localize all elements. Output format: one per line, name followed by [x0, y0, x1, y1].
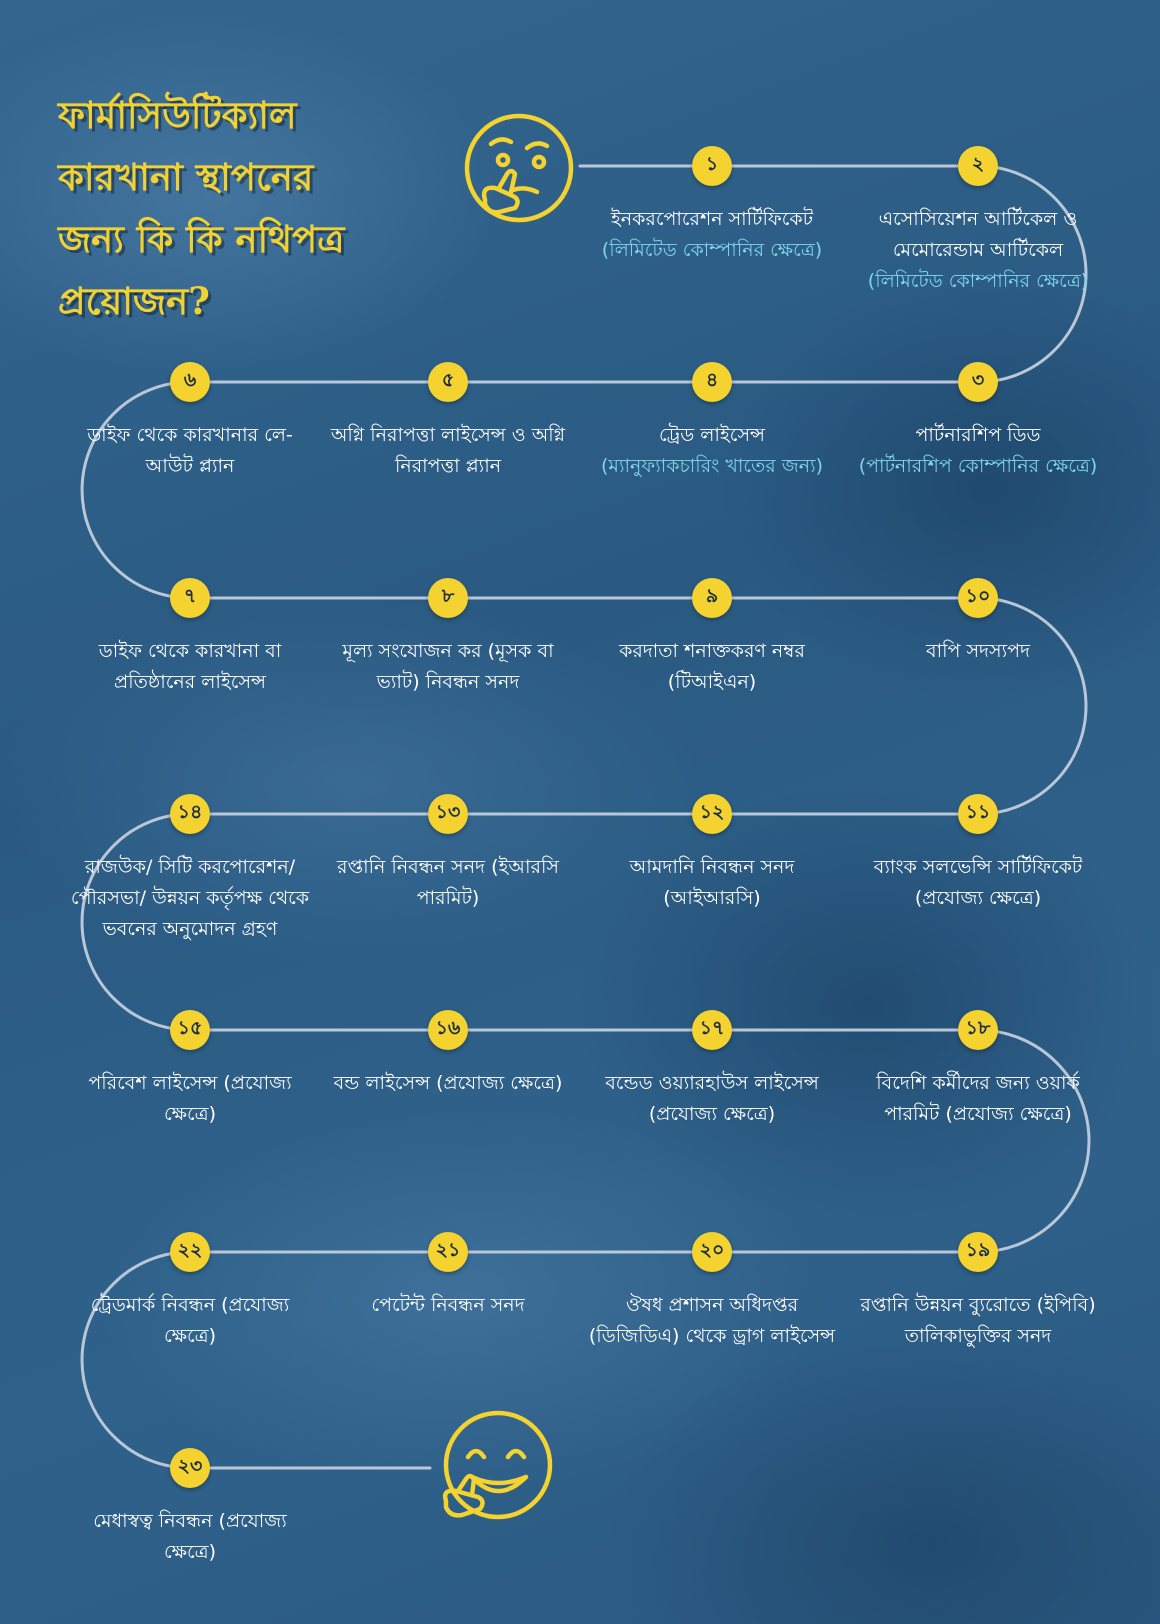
step-number-badge: ১৫	[170, 1010, 210, 1050]
step-number-badge: ১৯	[958, 1232, 998, 1272]
step-number-badge: ২৩	[170, 1448, 210, 1488]
step-label	[853, 636, 1103, 667]
step-label	[65, 420, 315, 482]
step-number-badge: ১৮	[958, 1010, 998, 1050]
step-text: করদাতা শনাক্তকরণ নম্বর (টিআইএন)	[619, 640, 805, 693]
step-number-badge: ১০	[958, 578, 998, 618]
step-text: ব্যাংক সলভেন্সি সার্টিফিকেট (প্রযোজ্য ক্ষেত্রে)	[873, 856, 1083, 909]
step-text: বাপি সদস্যপদ	[926, 640, 1030, 662]
step-text: ডাইফ থেকে কারখানা বা প্রতিষ্ঠানের লাইসেন্স	[98, 640, 282, 693]
step-number-badge: ১৭	[692, 1010, 732, 1050]
step-label	[587, 420, 837, 482]
step-text: ঔষধ প্রশাসন অধিদপ্তর (ডিজিডিএ) থেকে ড্রাগ লাইসেন্স	[588, 1294, 836, 1347]
step-text: মূল্য সংযোজন কর (মূসক বা ভ্যাট) নিবন্ধন সনদ	[342, 640, 554, 693]
step-number-badge: ৩	[958, 362, 998, 402]
step-label	[587, 1290, 837, 1352]
step-text: বন্ড লাইসেন্স (প্রযোজ্য ক্ষেত্রে)	[333, 1072, 563, 1094]
step-label	[587, 1068, 837, 1130]
step-label	[65, 1290, 315, 1352]
happy-thinking-face-icon	[428, 1405, 568, 1535]
step-label	[853, 852, 1103, 914]
step-text: বন্ডেড ওয়্যারহাউস লাইসেন্স (প্রযোজ্য ক্ষেত্রে)	[605, 1072, 819, 1125]
step-label	[853, 204, 1103, 297]
step-number-badge: ২২	[170, 1232, 210, 1272]
step-note: (লিমিটেড কোম্পানির ক্ষেত্রে)	[867, 270, 1089, 292]
step-note: (ম্যানুফ্যাকচারিং খাতের জন্য)	[600, 455, 824, 477]
title-line: ফার্মাসিউটিক্যাল	[58, 93, 297, 137]
step-text: এসোসিয়েশন আর্টিকেল ও মেমোরেন্ডাম আর্টিকেল	[878, 208, 1078, 261]
step-label	[323, 1290, 573, 1321]
step-text: রপ্তানি উন্নয়ন ব্যুরোতে (ইপিবি) তালিকাভুক্তির সনদ	[860, 1294, 1096, 1347]
step-label	[853, 1068, 1103, 1130]
step-note: (লিমিটেড কোম্পানির ক্ষেত্রে)	[601, 239, 823, 261]
step-label	[323, 420, 573, 482]
step-number-badge: ৯	[692, 578, 732, 618]
step-text: মেধাস্বত্ব নিবন্ধন (প্রযোজ্য ক্ষেত্রে)	[93, 1510, 287, 1563]
step-text: রাজউক/ সিটি করপোরেশন/পৌরসভা/ উন্নয়ন কর্তৃপক্ষ থেকে ভবনের অনুমোদন গ্রহণ	[70, 856, 310, 940]
step-number-badge: ১৬	[428, 1010, 468, 1050]
step-note: (পার্টনারশিপ কোম্পানির ক্ষেত্রে)	[858, 455, 1098, 477]
page-title	[58, 84, 458, 332]
step-text: পেটেন্ট নিবন্ধন সনদ	[371, 1294, 525, 1316]
step-text: ডাইফ থেকে কারখানার লে-আউট প্ল্যান	[87, 424, 293, 477]
step-number-badge: ৬	[170, 362, 210, 402]
step-number-badge: ২০	[692, 1232, 732, 1272]
step-text: অগ্নি নিরাপত্তা লাইসেন্স ও অগ্নি নিরাপত্তা প্ল্যান	[330, 424, 566, 477]
title-line: কারখানা স্থাপনের	[58, 155, 314, 199]
step-number-badge: ২১	[428, 1232, 468, 1272]
step-text: বিদেশি কর্মীদের জন্য ওয়ার্ক পারমিট (প্রযোজ্য ক্ষেত্রে)	[876, 1072, 1080, 1125]
step-number-badge: ৪	[692, 362, 732, 402]
step-number-badge: ১	[692, 146, 732, 186]
step-label	[587, 636, 837, 698]
step-label	[587, 852, 837, 914]
step-label	[323, 852, 573, 914]
step-number-badge: ১৩	[428, 794, 468, 834]
step-text: আমদানি নিবন্ধন সনদ (আইআরসি)	[629, 856, 795, 909]
step-number-badge: ১১	[958, 794, 998, 834]
step-text: ট্রেড লাইসেন্স	[659, 424, 765, 446]
step-label	[323, 1068, 573, 1099]
step-number-badge: ৭	[170, 578, 210, 618]
step-label	[853, 1290, 1103, 1352]
step-number-badge: ১৪	[170, 794, 210, 834]
step-label	[853, 420, 1103, 482]
step-text: রপ্তানি নিবন্ধন সনদ (ইআরসি পারমিট)	[337, 856, 559, 909]
step-label	[587, 204, 837, 266]
step-number-badge: ১২	[692, 794, 732, 834]
step-text: পার্টনারশিপ ডিড	[915, 424, 1041, 446]
step-number-badge: ৫	[428, 362, 468, 402]
thinking-face-icon	[455, 108, 585, 238]
step-label	[65, 852, 315, 945]
step-label	[65, 1068, 315, 1130]
step-label	[65, 636, 315, 698]
step-text: পরিবেশ লাইসেন্স (প্রযোজ্য ক্ষেত্রে)	[88, 1072, 292, 1125]
step-text: ট্রেডমার্ক নিবন্ধন (প্রযোজ্য ক্ষেত্রে)	[90, 1294, 290, 1347]
step-text: ইনকরপোরেশন সার্টিফিকেট	[610, 208, 814, 230]
step-label	[65, 1506, 315, 1568]
step-label	[323, 636, 573, 698]
step-number-badge: ২	[958, 146, 998, 186]
title-line: জন্য কি কি নথিপত্র	[58, 217, 345, 261]
step-number-badge: ৮	[428, 578, 468, 618]
title-line: প্রয়োজন?	[58, 279, 210, 323]
